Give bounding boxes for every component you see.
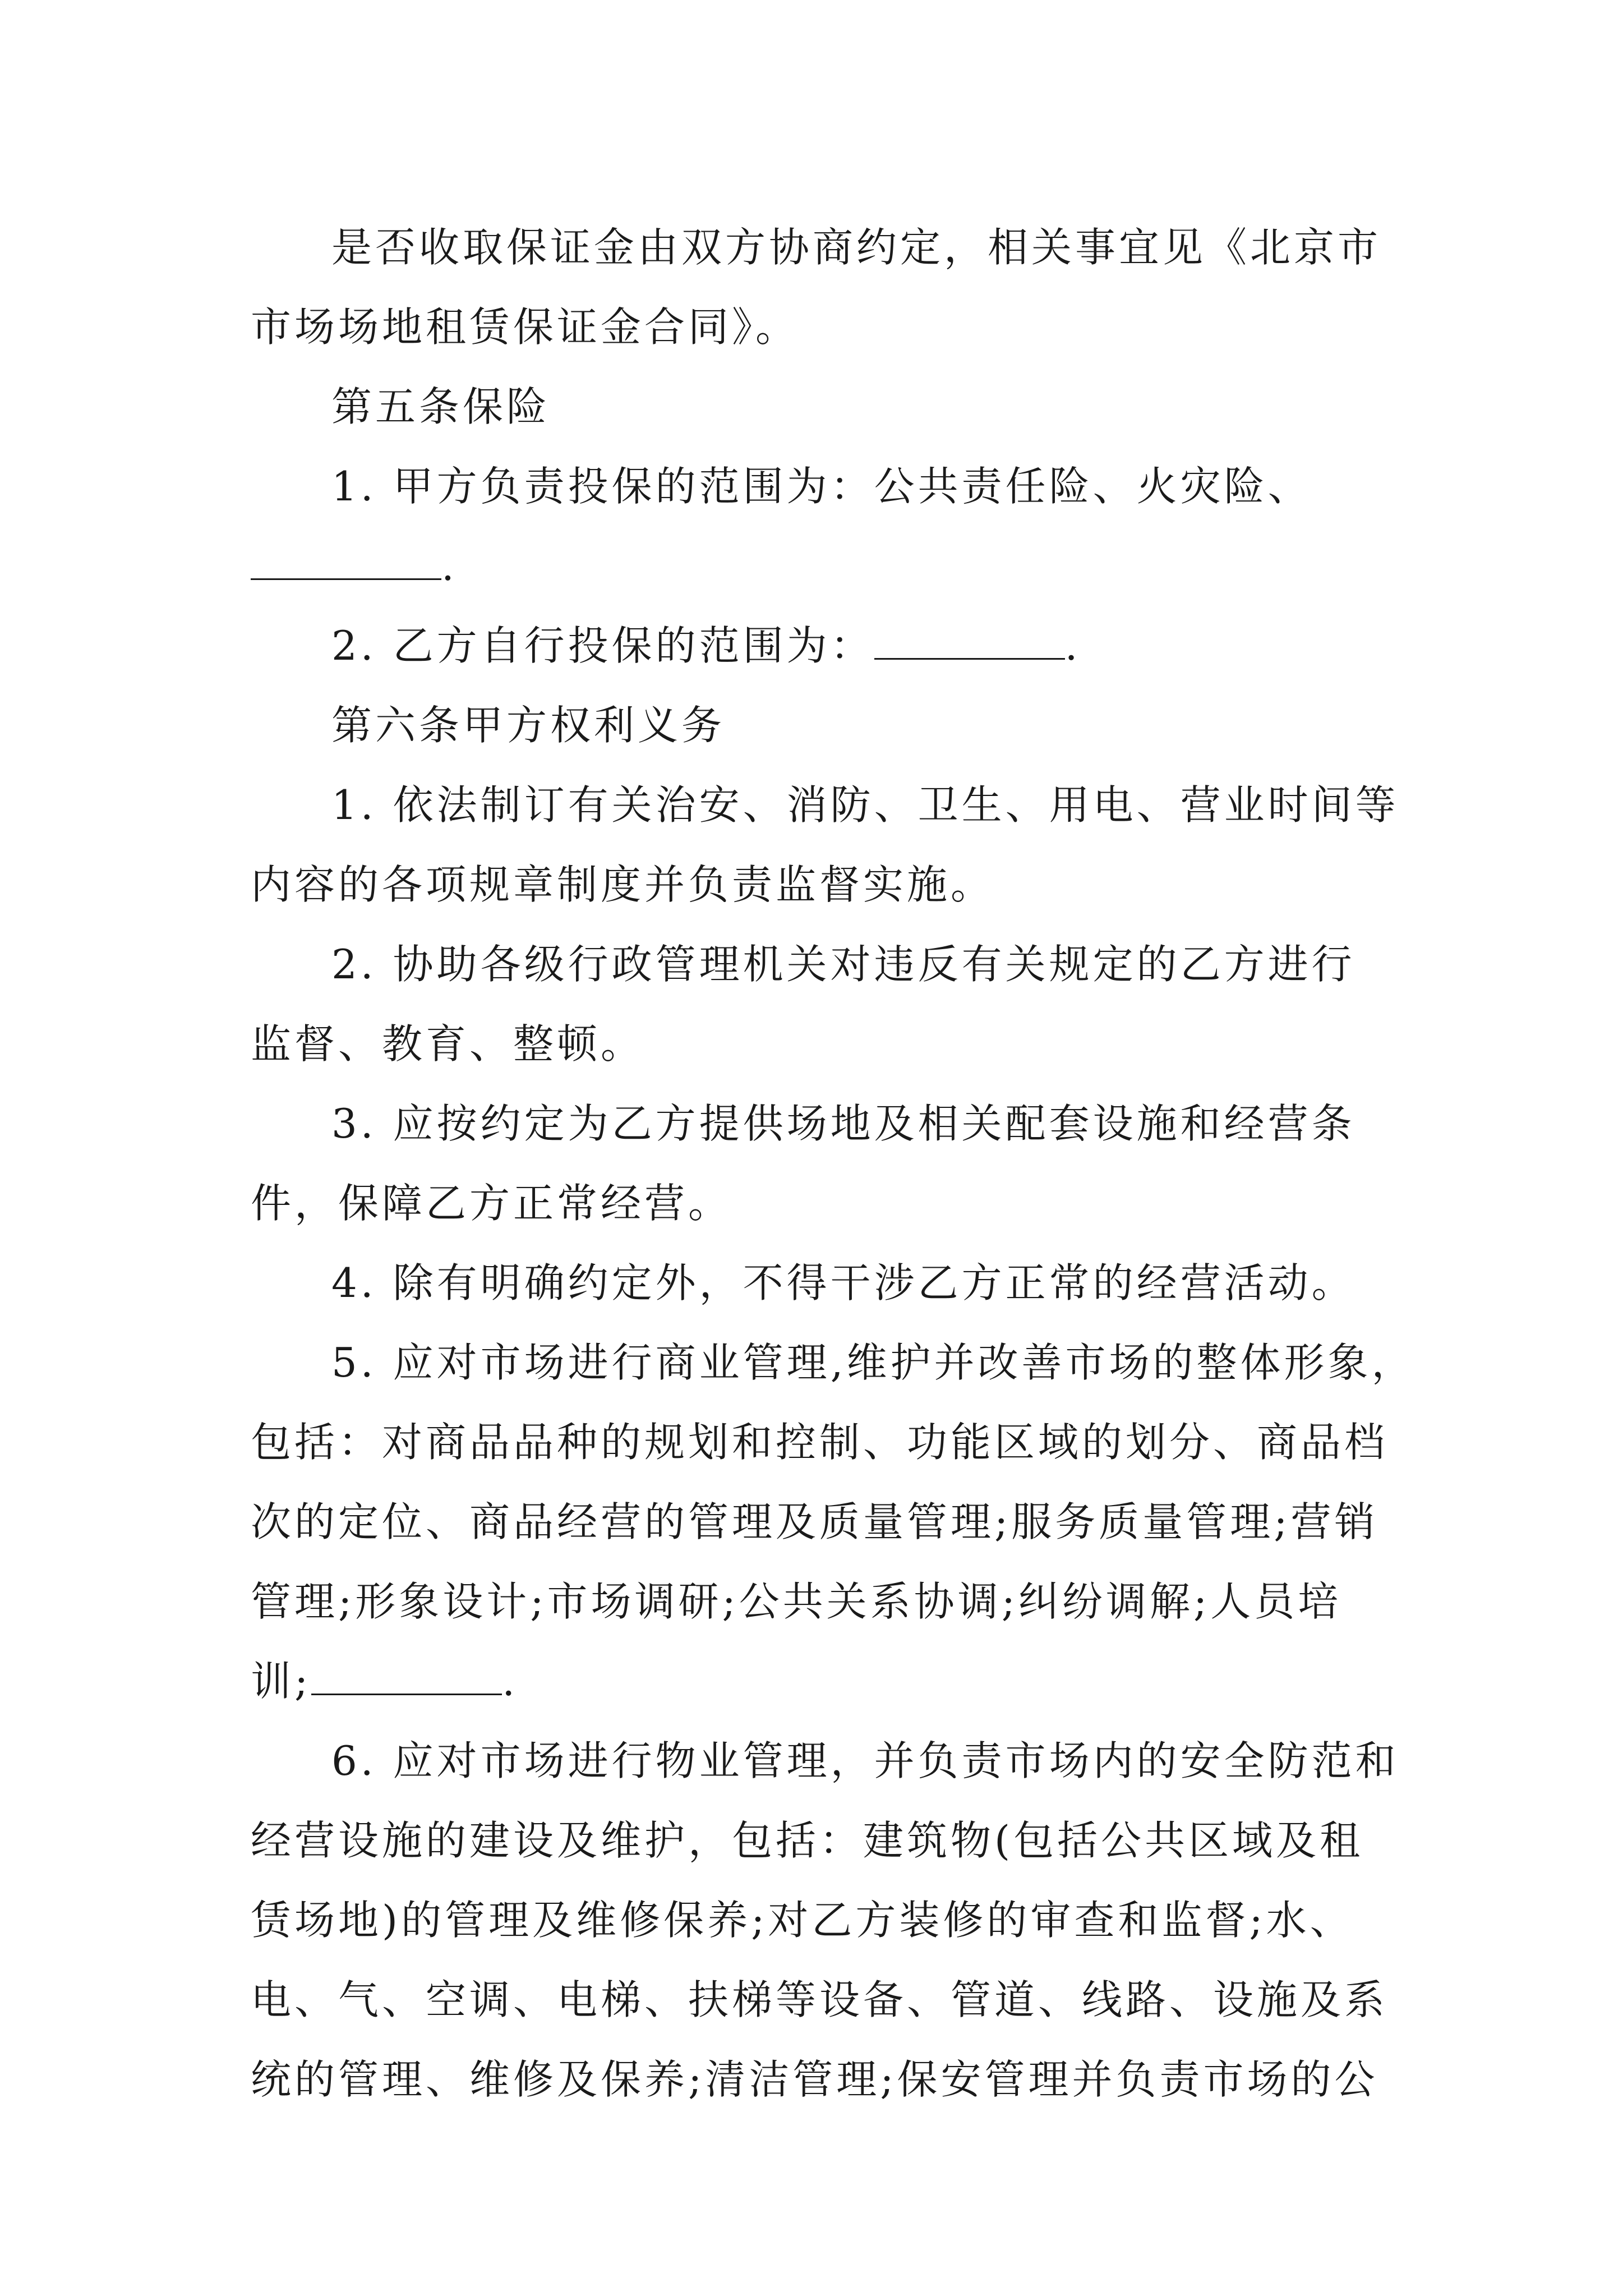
clause-6-1-line2: 内容的各项规章制度并负责监督实施。	[251, 861, 995, 908]
clause-6-2-line2: 监督、教育、整顿。	[251, 1020, 645, 1068]
clause-6-3-line1: 3. 应按约定为乙方提供场地及相关配套设施和经营条	[331, 1100, 1355, 1147]
clause-6-6-line1: 6. 应对市场进行物业管理，并负责市场内的安全防范和	[331, 1737, 1399, 1784]
clause-6-1-line1: 1. 依法制订有关治安、消防、卫生、用电、营业时间等	[331, 781, 1399, 829]
document-body	[251, 208, 1415, 2119]
clause-6-5-line5	[251, 1641, 1378, 1721]
clause-5-1-line2	[251, 526, 1378, 606]
clause-6-5-line4: 管理;形象设计;市场调研;公共关系协调;纠纷调解;人员培	[251, 1578, 1342, 1625]
clause-5-2	[251, 606, 1378, 685]
paragraph-deposit-line1: 是否收取保证金由双方协商约定，相关事宜见《北京市	[331, 224, 1382, 271]
clause-6-5-line2: 包括：对商品品种的规划和控制、功能区域的划分、商品档	[251, 1419, 1389, 1466]
clause-6-6-line3: 赁场地)的管理及维修保养;对乙方装修的审查和监督;水、	[251, 1897, 1354, 1944]
fill-in-blank	[311, 1660, 502, 1695]
clause-6-2-line1: 2. 协助各级行政管理机关对违反有关规定的乙方进行	[331, 941, 1355, 988]
clause-6-5-period: .	[502, 1658, 519, 1705]
clause-5-2-period: .	[1064, 622, 1081, 669]
heading-article-6: 第六条甲方权利义务	[331, 702, 726, 749]
clause-6-3-line2: 件，保障乙方正常经营。	[251, 1180, 732, 1227]
clause-6-5-text: 训;	[251, 1658, 312, 1705]
heading-article-5: 第五条保险	[331, 383, 551, 430]
clause-6-6-line4: 电、气、空调、电梯、扶梯等设备、管道、线路、设施及系	[251, 1976, 1389, 2023]
clause-6-4: 4. 除有明确约定外，不得干涉乙方正常的经营活动。	[331, 1259, 1355, 1306]
clause-5-1-period: .	[441, 542, 458, 590]
clause-6-6-line5: 统的管理、维修及保养;清洁管理;保安管理并负责市场的公	[251, 2056, 1378, 2103]
paragraph-deposit-line2: 市场场地租赁保证金合同》。	[251, 303, 800, 351]
fill-in-blank	[251, 545, 441, 580]
fill-in-blank	[874, 624, 1065, 660]
clause-5-2-text: 2. 乙方自行投保的范围为：	[331, 622, 874, 669]
clause-6-5-line3: 次的定位、商品经营的管理及质量管理;服务质量管理;营销	[251, 1498, 1378, 1545]
clause-6-5-line1: 5. 应对市场进行商业管理,维护并改善市场的整体形象，	[331, 1339, 1415, 1386]
clause-6-6-line2: 经营设施的建设及维护，包括：建筑物(包括公共区域及租	[251, 1817, 1364, 1864]
clause-5-1-line1: 1. 甲方负责投保的范围为：公共责任险、火灾险、	[331, 463, 1312, 510]
